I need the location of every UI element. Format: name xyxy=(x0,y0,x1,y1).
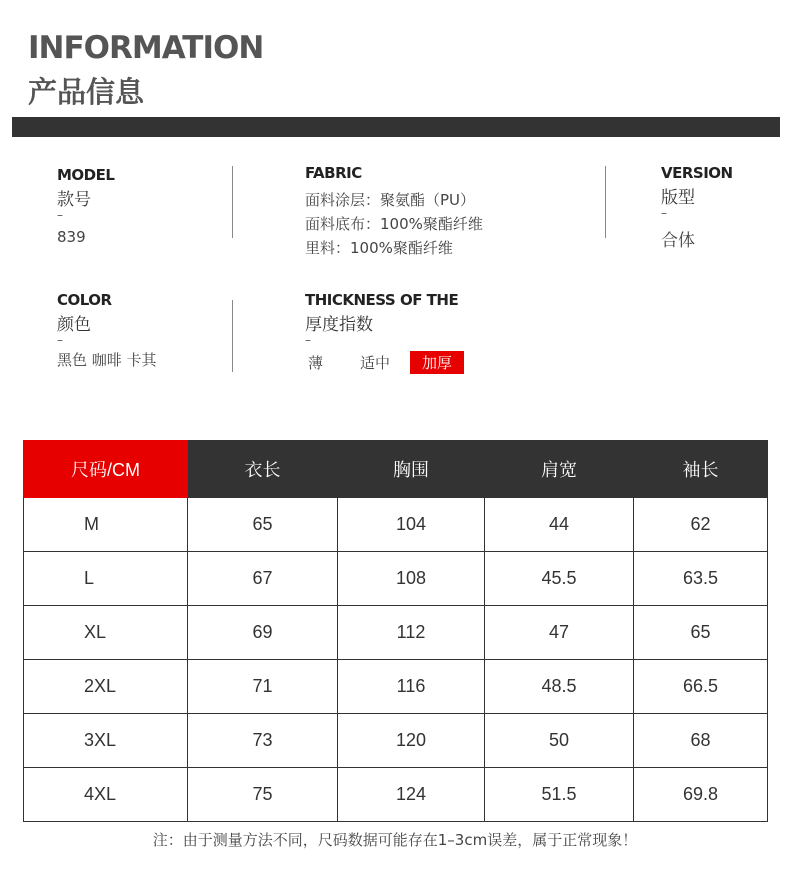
col-header-chest: 胸围 xyxy=(338,441,485,498)
size-cell: 3XL xyxy=(24,714,188,768)
fabric-line: 面料涂层：聚氨酯（PU） xyxy=(305,191,476,209)
table-row xyxy=(24,714,768,768)
size-cell: M xyxy=(24,498,188,552)
thickness-option-thin: 薄 xyxy=(308,354,324,372)
model-value: 839 xyxy=(57,228,86,246)
size-cell: 2XL xyxy=(24,660,188,714)
thickness-block xyxy=(305,291,464,374)
chest-cell: 104 xyxy=(338,498,485,552)
chest-cell: 112 xyxy=(338,606,485,660)
divider-line xyxy=(605,166,606,238)
version-label-en: VERSION xyxy=(661,164,733,182)
model-dash: – xyxy=(57,208,63,222)
thickness-scale xyxy=(305,351,464,374)
col-header-length: 衣长 xyxy=(188,441,338,498)
chest-cell: 108 xyxy=(338,552,485,606)
sleeve-cell: 63.5 xyxy=(634,552,768,606)
shoulder-cell: 47 xyxy=(485,606,634,660)
sleeve-cell: 68 xyxy=(634,714,768,768)
length-cell: 65 xyxy=(188,498,338,552)
color-block xyxy=(57,291,157,370)
col-header-size: 尺码/CM xyxy=(24,441,188,498)
length-cell: 69 xyxy=(188,606,338,660)
color-label-cn: 颜色 xyxy=(57,315,91,335)
model-block xyxy=(57,166,114,246)
length-cell: 73 xyxy=(188,714,338,768)
length-cell: 71 xyxy=(188,660,338,714)
header-title-cn: 产品信息 xyxy=(28,75,145,109)
version-value: 合体 xyxy=(661,231,695,251)
table-row xyxy=(24,498,768,552)
thickness-dash: – xyxy=(305,333,311,347)
color-label-en: COLOR xyxy=(57,291,112,309)
table-row xyxy=(24,606,768,660)
shoulder-cell: 51.5 xyxy=(485,768,634,822)
color-dash: – xyxy=(57,333,63,347)
fabric-block xyxy=(305,164,483,260)
measurement-note: 注：由于测量方法不同，尺码数据可能存在1–3cm误差，属于正常现象！ xyxy=(152,831,638,849)
model-label-en: MODEL xyxy=(57,166,115,184)
size-table-header-row xyxy=(24,441,768,498)
chest-cell: 120 xyxy=(338,714,485,768)
table-row xyxy=(24,660,768,714)
sleeve-cell: 65 xyxy=(634,606,768,660)
shoulder-cell: 44 xyxy=(485,498,634,552)
col-header-shoulder: 肩宽 xyxy=(485,441,634,498)
thickness-option-thick-selected: 加厚 xyxy=(410,351,464,374)
table-row xyxy=(24,768,768,822)
thickness-option-medium: 适中 xyxy=(360,354,391,372)
header-title-en: INFORMATION xyxy=(28,30,264,66)
header-divider-bar xyxy=(12,117,780,137)
size-cell: XL xyxy=(24,606,188,660)
divider-line xyxy=(232,166,233,238)
thickness-label-cn: 厚度指数 xyxy=(305,315,373,335)
size-cell: L xyxy=(24,552,188,606)
fabric-line: 面料底布：100%聚酯纤维 xyxy=(305,215,483,233)
model-label-cn: 款号 xyxy=(57,190,91,210)
version-label-cn: 版型 xyxy=(661,188,695,208)
shoulder-cell: 50 xyxy=(485,714,634,768)
sleeve-cell: 66.5 xyxy=(634,660,768,714)
table-row xyxy=(24,552,768,606)
version-dash: – xyxy=(661,206,667,220)
chest-cell: 116 xyxy=(338,660,485,714)
size-cell: 4XL xyxy=(24,768,188,822)
fabric-line: 里料：100%聚酯纤维 xyxy=(305,239,453,257)
shoulder-cell: 45.5 xyxy=(485,552,634,606)
chest-cell: 124 xyxy=(338,768,485,822)
length-cell: 75 xyxy=(188,768,338,822)
sleeve-cell: 69.8 xyxy=(634,768,768,822)
size-table xyxy=(23,440,768,822)
version-block xyxy=(661,164,733,251)
shoulder-cell: 48.5 xyxy=(485,660,634,714)
length-cell: 67 xyxy=(188,552,338,606)
col-header-sleeve: 袖长 xyxy=(634,441,768,498)
divider-line xyxy=(232,300,233,372)
sleeve-cell: 62 xyxy=(634,498,768,552)
thickness-label-en: THICKNESS OF THE xyxy=(305,291,459,309)
color-value: 黑色 咖啡 卡其 xyxy=(57,351,157,369)
fabric-label-en: FABRIC xyxy=(305,164,362,182)
